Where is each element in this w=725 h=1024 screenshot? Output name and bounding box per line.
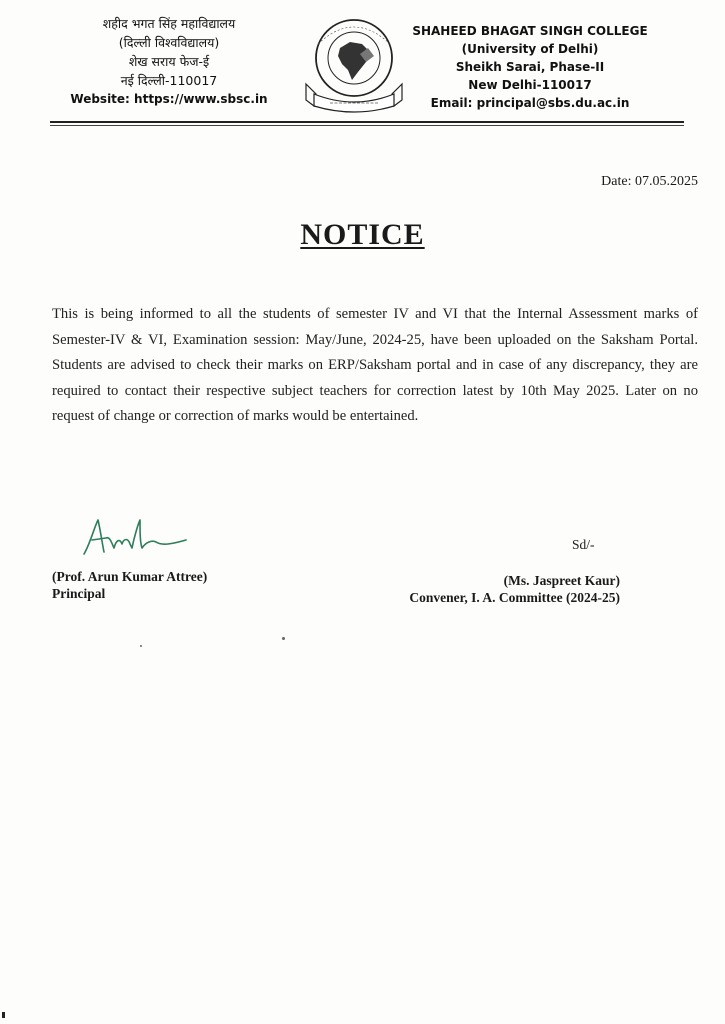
principal-signature-icon [80,514,190,560]
header-divider [50,121,684,123]
university-name: (University of Delhi) [461,42,599,56]
convener-designation: Convener, I. A. Committee (2024-25) [409,590,620,605]
scan-speck [140,645,142,647]
principal-designation: Principal [52,586,106,601]
notice-body: This is being informed to all the students of semester IV and VI that the Internal Assessment marks of Semester-IV & VI, Examination session: May/June, 2024-25, have been uploaded on the Saksham Portal. Students are advised to check their marks on ERP/Saksham portal and in case of any discrepancy, they are required to contact their respective subject teachers for correction latest by 10th May 2025. Later on no request of change or correction of marks would be entertained. [52,306,698,424]
notice-title-text: NOTICE [300,218,425,251]
header-divider-thin [50,125,684,126]
scan-speck [282,637,285,640]
city-hindi: नई दिल्ली-110017 [120,73,218,88]
principal-signatory [52,568,207,602]
letterhead-hindi [58,14,280,109]
email-link[interactable]: Email: principal@sbs.du.ac.in [430,96,630,110]
college-name-hindi: शहीद भगत सिंह महाविद्यालय [102,16,236,31]
notice-title [0,218,725,252]
address-line: Sheikh Sarai, Phase-II [455,60,605,74]
university-hindi: (दिल्ली विश्वविद्यालय) [118,35,220,50]
address-hindi: शेख सराय फेज-ई [128,54,210,69]
convener-signatory [380,572,620,606]
sd-mark: Sd/- [572,537,595,552]
letterhead-english [400,22,660,112]
website-link[interactable]: Website: https://www.sbsc.in [70,92,268,106]
college-name: SHAHEED BHAGAT SINGH COLLEGE [412,24,648,38]
notice-date: Date: 07.05.2025 [601,174,698,189]
college-logo-icon [300,14,408,114]
city-line: New Delhi-110017 [468,78,592,92]
convener-name: (Ms. Jaspreet Kaur) [503,573,620,588]
principal-name: (Prof. Arun Kumar Attree) [52,569,208,584]
scan-speck [2,1012,5,1018]
